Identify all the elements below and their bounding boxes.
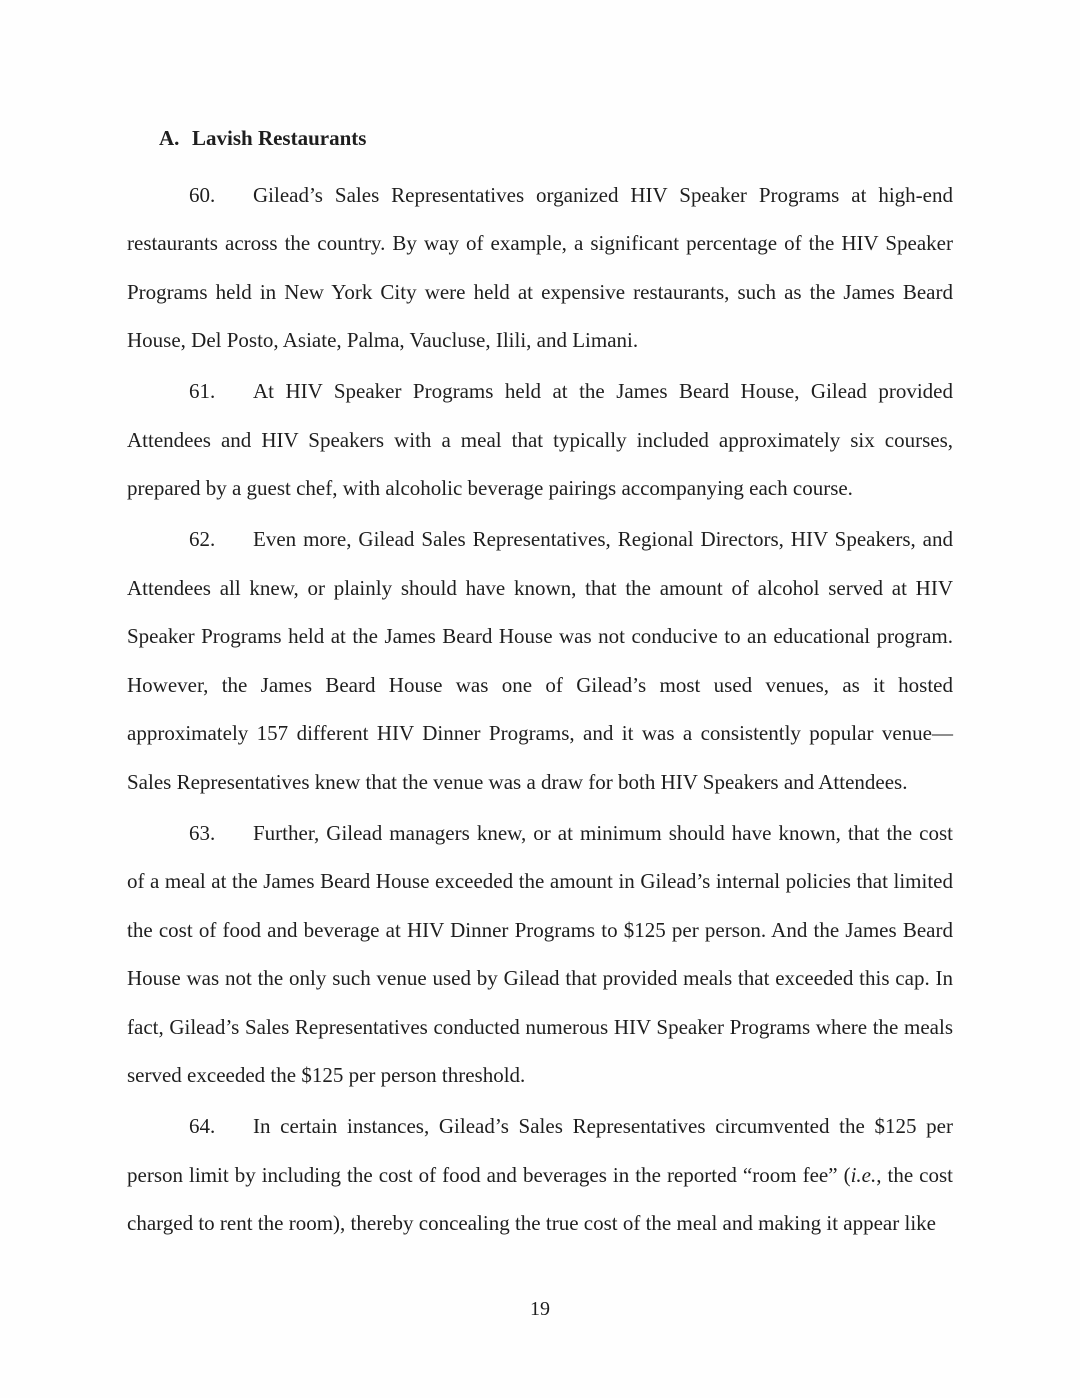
paragraph-62 xyxy=(127,515,953,806)
paragraph-text-before-italic: In certain instances, Gilead’s Sales Representatives circumvented the $125 per person limit by including the cost of food and beverages in the reported “room fee” ( xyxy=(127,1114,953,1187)
paragraph-number: 63. xyxy=(189,820,216,845)
document-content xyxy=(127,0,953,1250)
section-heading-label: A. xyxy=(159,126,180,150)
paragraph-63 xyxy=(127,809,953,1100)
page-number: 19 xyxy=(530,1298,550,1320)
paragraph-64 xyxy=(127,1102,953,1248)
paragraph-number: 60. xyxy=(189,182,216,207)
paragraph-61 xyxy=(127,367,953,513)
paragraph-text: At HIV Speaker Programs held at the James Beard House, Gilead provided Attendees and HIV Speakers with a meal that typically included approximately six courses, prepared by a guest chef, with alcoholic beverage pairings accompanying each course. xyxy=(127,379,953,500)
section-heading-title: Lavish Restaurants xyxy=(192,126,367,150)
paragraph-number: 64. xyxy=(189,1114,216,1138)
paragraph-number: 62. xyxy=(189,527,216,551)
section-heading xyxy=(159,114,953,163)
paragraph-60 xyxy=(127,171,953,365)
paragraph-text-after-italic: , the cost charged to rent the room), thereby concealing the true cost of the meal and making it appear like xyxy=(127,1162,953,1235)
paragraph-text: Even more, Gilead Sales Representatives, Regional Directors, HIV Speakers, and Attendees all knew, or plainly should have known, that the amount of alcohol served at HIV Speaker Programs held at the James Beard House was not conducive to an educational program. However, the James Beard House was one of Gilead’s most used venues, as it hosted approximately 157 different HIV Dinner Programs, and it was a consistently popular venue—Sales Representatives knew that the venue was a draw for both HIV Speakers and Attendees. xyxy=(127,527,953,794)
paragraph-text-italic: i.e. xyxy=(850,1162,877,1187)
paragraph-text: Further, Gilead managers knew, or at minimum should have known, that the cost of a meal at the James Beard House exceeded the amount in Gilead’s internal policies that limited the cost of food and beverage at HIV Dinner Programs to $125 per person. And the James Beard House was not the only such venue used by Gilead that provided meals that exceeded this cap. In fact, Gilead’s Sales Representatives conducted numerous HIV Speaker Programs where the meals served exceeded the $125 per person threshold. xyxy=(127,820,953,1087)
paragraph-number: 61. xyxy=(189,379,216,403)
paragraph-text: Gilead’s Sales Representatives organized HIV Speaker Programs at high-end restaurants across the country. By way of example, a significant percentage of the HIV Speaker Programs held in New York City were held at expensive restaurants, such as the James Beard House, Del Posto, Asiate, Palma, Vaucluse, Ilili, and Limani. xyxy=(127,182,953,352)
